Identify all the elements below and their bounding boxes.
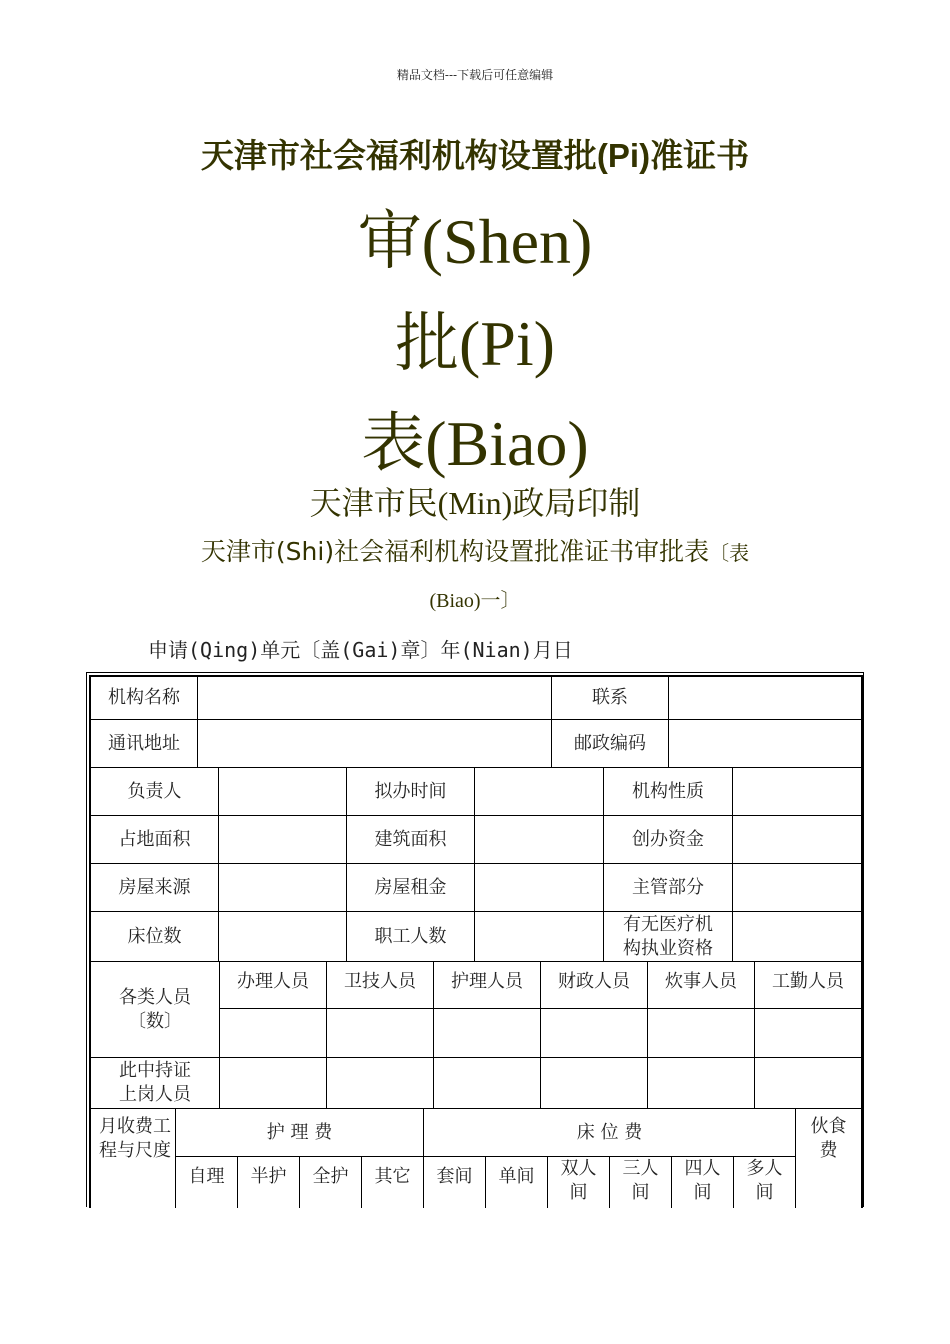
- label-house-source: 房屋来源: [90, 863, 219, 912]
- col-multi: 多人间: [733, 1156, 796, 1208]
- big-title-line-3: 表(Biao): [361, 408, 589, 479]
- label-staff-types: 各类人员〔数〕: [90, 961, 220, 1058]
- col-other-care: 其它: [361, 1156, 424, 1208]
- subtitle-small: 〔表: [709, 541, 750, 565]
- header-food-fee: 伙食费: [795, 1108, 862, 1208]
- field-postcode[interactable]: [668, 719, 862, 768]
- subtitle-main: 天津市(Shi)社会福利机构设置批准证书审批表: [200, 537, 710, 566]
- header-nursing-fee: 护 理 费: [175, 1108, 424, 1157]
- header-bed-fee: 床 位 费: [423, 1108, 796, 1157]
- col-semi-care: 半护: [237, 1156, 300, 1208]
- main-title: 天津市社会福利机构设置批(Pi)准证书: [200, 137, 750, 174]
- col-full-care: 全护: [299, 1156, 362, 1208]
- label-org-nature: 机构性质: [603, 767, 733, 816]
- label-certified-staff: 此中持证上岗人员: [90, 1057, 220, 1109]
- header-note: 精品文档---下载后可任意编辑: [396, 68, 554, 82]
- col-suite: 套间: [423, 1156, 486, 1208]
- big-title-line-2: 批(Pi): [395, 308, 555, 379]
- field-certified-service[interactable]: [754, 1057, 862, 1109]
- col-triple: 三人间: [609, 1156, 672, 1208]
- field-contact[interactable]: [668, 676, 862, 720]
- apply-line: 申请(Qing)单元〔盖(Gai)章〕年(Nian)月日: [148, 638, 573, 662]
- staff-col-finance: 财政人员: [540, 961, 648, 1009]
- field-staff-finance[interactable]: [540, 1008, 648, 1058]
- field-certified-kitchen[interactable]: [647, 1057, 755, 1109]
- label-contact: 联系: [551, 676, 669, 720]
- field-staff-service[interactable]: [754, 1008, 862, 1058]
- approval-form-table: [86, 672, 864, 1207]
- big-title-line-1: 审(Shen): [357, 206, 593, 277]
- field-staff-medical[interactable]: [326, 1008, 434, 1058]
- label-address: 通讯地址: [90, 719, 198, 768]
- label-planned-time: 拟办时间: [346, 767, 475, 816]
- staff-col-nursing: 护理人员: [433, 961, 541, 1009]
- subtitle-line-1: [0, 532, 950, 568]
- label-supervisor: 主管部分: [603, 863, 733, 912]
- label-org-name: 机构名称: [90, 676, 198, 720]
- field-building-area[interactable]: [474, 815, 604, 864]
- field-planned-time[interactable]: [474, 767, 604, 816]
- field-address[interactable]: [197, 719, 552, 768]
- field-org-nature[interactable]: [732, 767, 862, 816]
- subtitle-line-2: (Biao)一〕: [429, 590, 521, 612]
- label-monthly-fees: 月收费工程与尺度: [90, 1108, 176, 1208]
- field-house-source[interactable]: [218, 863, 347, 912]
- label-medical-license: 有无医疗机构执业资格: [603, 911, 733, 962]
- label-postcode: 邮政编码: [551, 719, 669, 768]
- staff-col-kitchen: 炊事人员: [647, 961, 755, 1009]
- label-rent: 房屋租金: [346, 863, 475, 912]
- table-frame: [89, 675, 863, 1208]
- field-staff-nursing[interactable]: [433, 1008, 541, 1058]
- field-staff-count[interactable]: [474, 911, 604, 962]
- field-certified-medical[interactable]: [326, 1057, 434, 1109]
- staff-col-service: 工勤人员: [754, 961, 862, 1009]
- field-staff-kitchen[interactable]: [647, 1008, 755, 1058]
- label-building-area: 建筑面积: [346, 815, 475, 864]
- staff-col-medical: 卫技人员: [326, 961, 434, 1009]
- field-person-in-charge[interactable]: [218, 767, 347, 816]
- label-staff-count: 职工人数: [346, 911, 475, 962]
- field-bed-count[interactable]: [218, 911, 347, 962]
- col-quad: 四人间: [671, 1156, 734, 1208]
- col-self-care: 自理: [175, 1156, 238, 1208]
- label-funds: 创办资金: [603, 815, 733, 864]
- field-org-name[interactable]: [197, 676, 552, 720]
- staff-col-admin: 办理人员: [219, 961, 327, 1009]
- label-land-area: 占地面积: [90, 815, 219, 864]
- label-bed-count: 床位数: [90, 911, 219, 962]
- field-funds[interactable]: [732, 815, 862, 864]
- col-single: 单间: [485, 1156, 548, 1208]
- field-supervisor[interactable]: [732, 863, 862, 912]
- col-double: 双人间: [547, 1156, 610, 1208]
- field-staff-admin[interactable]: [219, 1008, 327, 1058]
- field-rent[interactable]: [474, 863, 604, 912]
- field-land-area[interactable]: [218, 815, 347, 864]
- field-certified-admin[interactable]: [219, 1057, 327, 1109]
- field-medical-license[interactable]: [732, 911, 862, 962]
- label-person-in-charge: 负责人: [90, 767, 219, 816]
- field-certified-nursing[interactable]: [433, 1057, 541, 1109]
- publisher: 天津市民(Min)政局印制: [309, 485, 641, 521]
- field-certified-finance[interactable]: [540, 1057, 648, 1109]
